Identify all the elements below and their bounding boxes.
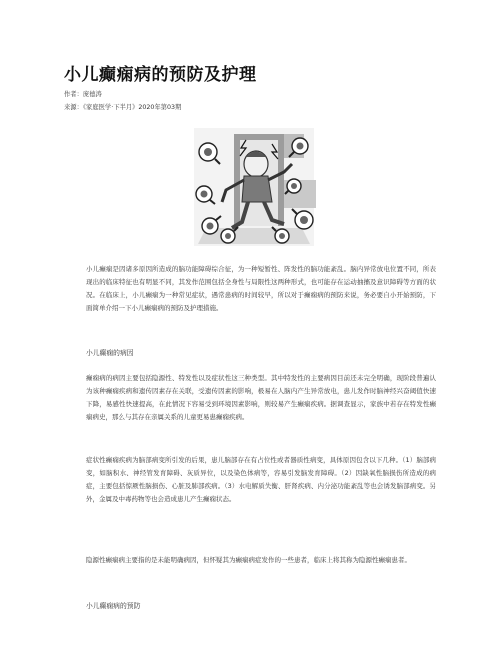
paragraph-cryptogenic: 隐源性癫痫病主要指的是未能明确病因，但怀疑其为癫痫病症发作的一些患者，临床上将其称为隐源性癫痫患者。	[86, 556, 411, 564]
child-seizure-illustration-icon	[186, 124, 322, 250]
section-heading-causes: 小儿癫痫的病因	[86, 349, 134, 357]
paragraph-symptomatic: 症状性癫痫疾病为脑部病变所引发的后果，患儿脑部存在有占位性或者器质性病变，具体原因包含以下几种。（1）脑部病变，如脑积水、神经管发育障碍、灰质异位，以及染色体病等，容易引发脑发育障碍。（2）因缺氧性脑损伤所造成的病症，主要包括惊厥性脑损伤、心脏及肺部疾病。（3）水电解质失衡、肝肾疾病、内分泌功能紊乱等也会诱发脑部病变。另外，金属及中毒药物等也会造成患儿产生癫痫状态。	[86, 456, 436, 504]
article-source: 来源：《家庭医学·下半月》2020年第03期	[64, 104, 182, 111]
article-author: 作者：庞德涛	[64, 91, 102, 98]
paragraph-causes: 癫痫病的病因主要包括隐源性、特发性以及症状性这三种类型。其中特发性的主要病因目前还未完全明确，现阶段普遍认为该种癫痫疾病和遗传因素存在关联，受遗传因素的影响，极易在人脑内产生异常放电，患儿发作时脑神经兴奋阈值快速下降，易感性快速提高，在此情况下容易受到环境因素影响，则较易产生癫痫疾病。据调查显示，家族中若存在特发性癫痫病史，那么与其存在亲属关系的儿童更易患癫痫疾病。	[86, 374, 436, 422]
article-title: 小儿癫痫病的预防及护理	[64, 65, 257, 85]
paragraph-intro: 小儿癫痫是因诸多原因所造成的脑功能障碍综合征，为一种短暂性、阵发性的脑功能紊乱。脑内异常放电位置不同，所表现出的临床特征也有明显不同，其发作范围包括全身性与局限性这两种形式，也可能存在运动抽搐及意识障碍等方面的状况。在临床上，小儿癫痫为一种常见症状，遇常患病的时间较早，所以对于癫痫病的预防来说，务必要自小开始预防，下面简单介绍一下小儿癫痫病的预防及护理措施。	[86, 265, 436, 313]
section-heading-prevention: 小儿癫痫病的预防	[86, 602, 141, 610]
